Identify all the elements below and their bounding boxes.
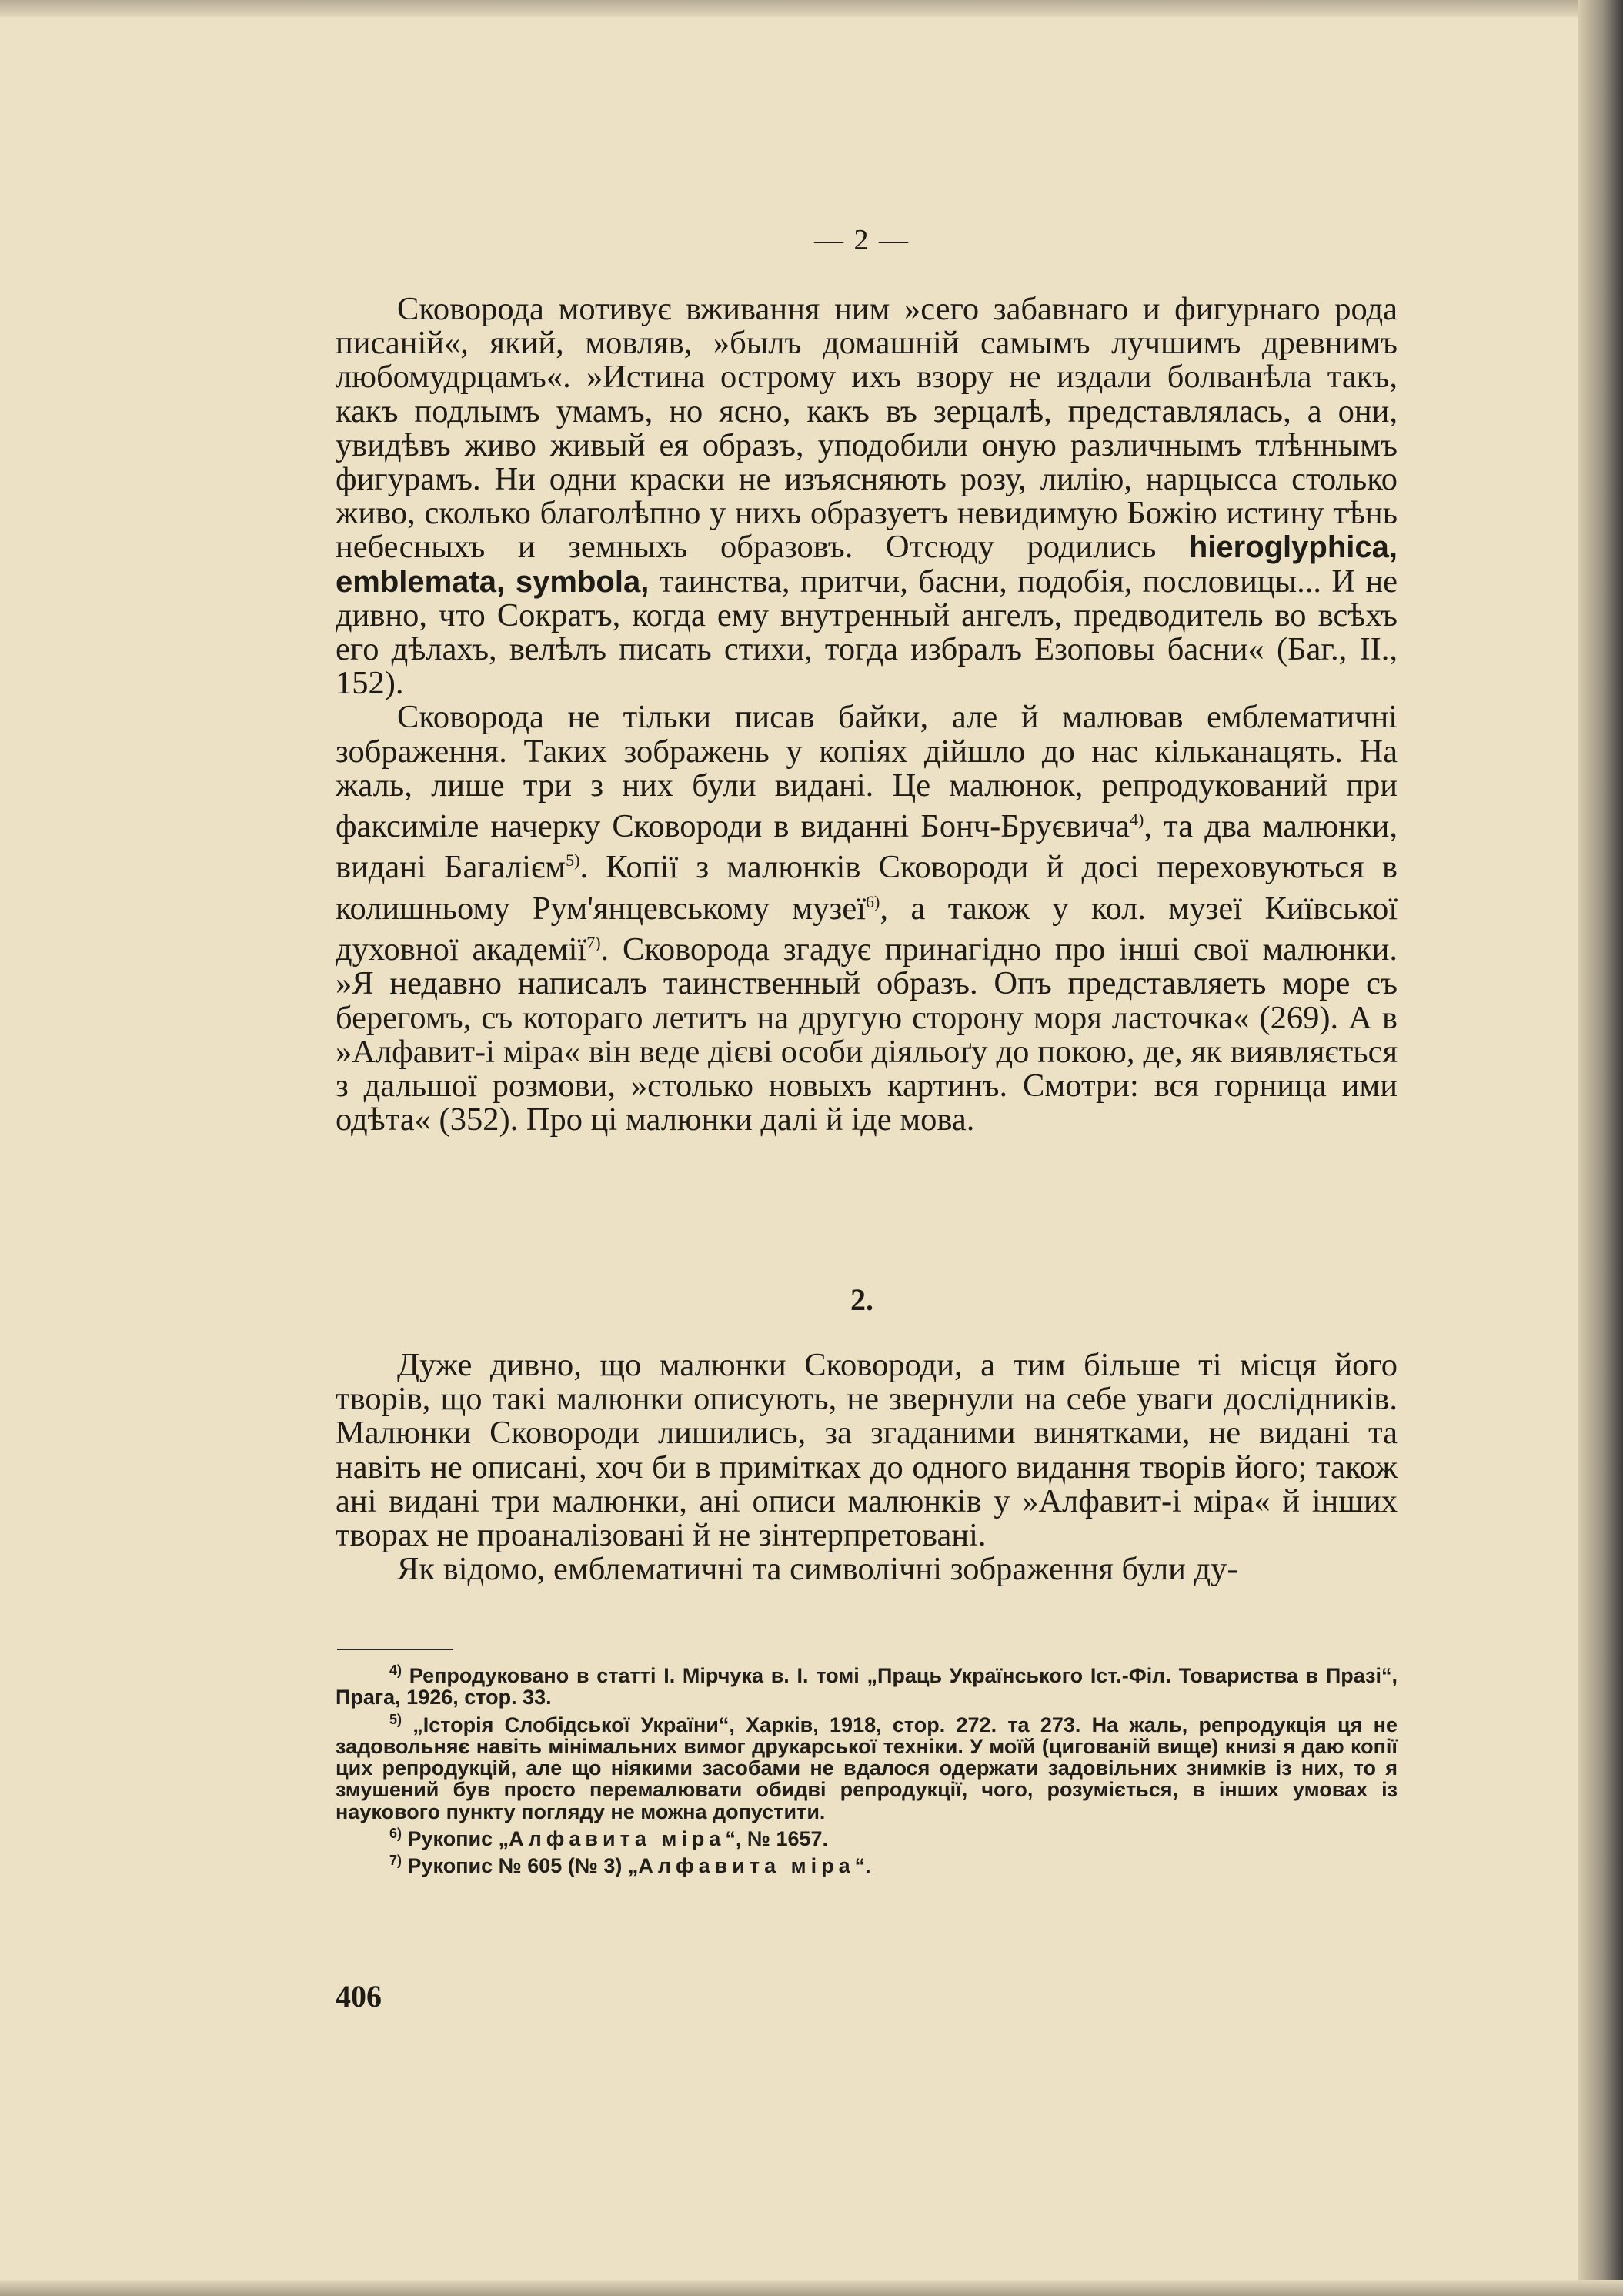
footnote-5-text: „Історія Слобідської України“, Харків, 1918, стор. 272. та 273. На жаль, репродукція ця не задовольняє навіть мінімальних вимог друкарської техніки. У моїй (цигованій вище) книзі я даю копії цих репродукцій, але що ніякими засобами не вдалося одержати задовільних знимків із них, то я змушений був просто перемалювати обидві репродукції, чого, розуміється, в інших умовах із наукового пункту погляду не можна допустити. <box>336 1713 1398 1823</box>
paragraph-1-text-a: Сковорода мотивує вживання ним »сего забавнаго и фигурнаго рода писаній«, який, мовляв, »былъ домашній самымъ лучшимъ древнимъ любомудрцамъ«. »Истина острому ихъ взору не издали болванѣла такъ, какъ подлымъ умамъ, но ясно, какъ въ зерцалѣ, представлялась, а они, увидѣвъ живо живый ея образъ, уподобили оную различнымъ тлѣннымъ фигурамъ. Ни одни краски не изъясняють розу, лилію, нарцысса столько живо, сколько благолѣпно у нихь образуетъ невидимую Божію истину тѣнь небесныхъ и земныхъ образовъ. Отсюду родились <box>336 291 1398 566</box>
paragraph-1-text-b: таинства, притчи, басни, подобія, пословицы... И не дивно, что Сократъ, когда ему внутренный ангелъ, предводитель во всѣхъ его дѣлахъ, велѣлъ писать стихи, тогда избралъ Езоповы басни« (Баг., II., 152). <box>336 563 1398 702</box>
footnote-6-title: Алфавита міра <box>509 1827 726 1851</box>
footnote-5 <box>336 1709 1398 1823</box>
paragraph-4: Як відомо, емблематичні та символічні зображення були ду- <box>397 1551 1238 1588</box>
footnote-7 <box>336 1850 1398 1877</box>
page-bottom-edge <box>0 2280 1623 2296</box>
footnote-6-suffix: “, № 1657. <box>725 1827 829 1851</box>
footnote-divider <box>337 1649 453 1650</box>
footnote-6-prefix: Рукопис „ <box>402 1827 509 1851</box>
footnote-6-marker: 6) <box>389 1826 402 1842</box>
footnote-4 <box>336 1659 1398 1709</box>
footnote-ref-4[interactable]: 4) <box>1129 810 1144 830</box>
page-top-edge <box>0 0 1623 17</box>
footnote-7-title: Алфавита міра <box>638 1854 855 1878</box>
section-number: 2. <box>850 1282 873 1317</box>
paragraph-2-text-e: . Сковорода згадує принагідно про інші свої малюнки. »Я недавно написалъ таинственный образъ. Опъ представляеть море съ берегомъ, съ котораго летитъ на другую сторону моря ласточка« (269). А в »Алфавит-і міра« він веде дієві особи діяльоґу до покою, де, як виявляється з дальшої розмови, »столько новыхъ картинъ. Смотри: вся горница ими одѣта« (352). Про ці малюнки далі й іде мова. <box>336 931 1398 1138</box>
footnote-5-marker: 5) <box>389 1711 402 1727</box>
footnote-ref-7[interactable]: 7) <box>586 933 601 953</box>
paragraph-1 <box>336 292 1398 700</box>
footnote-6 <box>336 1823 1398 1850</box>
page-right-edge <box>1578 0 1623 2296</box>
section-2-text <box>336 1349 1398 1586</box>
footnote-7-marker: 7) <box>389 1853 402 1869</box>
page-footer-number: 406 <box>336 1979 382 2014</box>
paragraph-3: Дуже дивно, що малюнки Сковороди, а тим більше ті місця його творів, що такі малюнки описують, не звернули на себе уваги дослідників. Малюнки Сковороди лишились, за згаданими винятками, не видані та навіть не описані, хоч би в примітках до одного видання творів його; також ані видані три малюнки, ані описи малюнків у »Алфавит-і міра« й інших творах не проаналізовані й не зінтерпретовані. <box>336 1347 1398 1554</box>
footnote-ref-6[interactable]: 6) <box>866 891 880 911</box>
footnotes <box>336 1659 1398 1877</box>
footnote-7-suffix: “. <box>854 1854 871 1878</box>
paragraph-2-text-a: Сковорода не тільки писав байки, але й малював емблематичні зображення. Таких зображень у копіях дійшло до нас кільканацять. На жаль, лише три з них були видані. Це малюнок, репродукований при факсиміле начерку Сковороди в виданні Бонч-Бруєвича <box>336 699 1398 845</box>
paragraph-2-text-d: , а також у кол. музеї Київської духовної академії <box>336 890 1398 968</box>
paragraph-2-text-c: . Копії з малюнків Сковороди й досі переховуються в колишньому Рум'янцевському музеї <box>336 849 1398 927</box>
footnote-7-prefix: Рукопис № 605 (№ 3) „ <box>402 1854 639 1878</box>
section-1-text <box>336 292 1398 1138</box>
footnote-4-text: Репродуковано в статті І. Мірчука в. І. томі „Праць Українського Іст.-Філ. Товариства в Празі“, Прага, 1926, стор. 33. <box>336 1664 1398 1709</box>
latin-terms: hieroglyphica, emblemata, symbola, <box>336 530 1398 599</box>
footnote-4-marker: 4) <box>389 1663 402 1678</box>
paragraph-2 <box>336 700 1398 1137</box>
paragraph-2-text-b: , та два малюнки, видані Багалієм <box>336 808 1398 886</box>
footnote-ref-5[interactable]: 5) <box>566 851 580 871</box>
page-header-number: — 2 — <box>814 224 910 256</box>
